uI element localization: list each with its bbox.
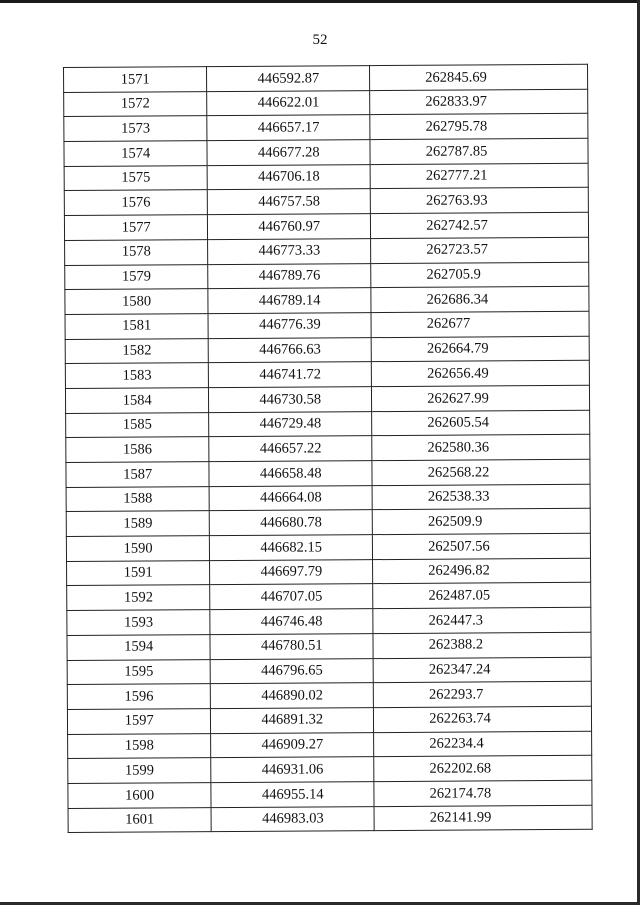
- table-row: [67, 583, 591, 611]
- y-coordinate-cell: 262845.69: [370, 64, 588, 90]
- x-coordinate-cell: 446789.14: [208, 288, 371, 314]
- table-row: [65, 385, 589, 413]
- table-row: [68, 731, 592, 759]
- table-row: [67, 681, 591, 709]
- x-coordinate-cell: 446707.05: [210, 584, 373, 610]
- table-row: [66, 509, 590, 537]
- table-row: [64, 138, 588, 166]
- y-coordinate-cell: 262686.34: [371, 286, 589, 312]
- table-row: [64, 64, 588, 92]
- table-row: [64, 114, 588, 142]
- coordinates-table: [63, 64, 593, 834]
- table-row: [64, 212, 588, 240]
- y-coordinate-cell: 262580.36: [372, 435, 590, 461]
- point-number-cell: 1580: [65, 289, 209, 315]
- x-coordinate-cell: 446592.87: [207, 66, 370, 92]
- x-coordinate-cell: 446657.17: [207, 115, 370, 141]
- table-row: [66, 533, 590, 561]
- table-row: [67, 558, 591, 586]
- table-body: [64, 64, 593, 832]
- scan-edge-top: [0, 0, 640, 3]
- x-coordinate-cell: 446729.48: [209, 411, 372, 437]
- point-number-cell: 1597: [67, 708, 211, 734]
- y-coordinate-cell: 262627.99: [372, 385, 590, 411]
- y-coordinate-cell: 262293.7: [373, 681, 591, 707]
- x-coordinate-cell: 446664.08: [209, 485, 372, 511]
- x-coordinate-cell: 446657.22: [209, 436, 372, 462]
- x-coordinate-cell: 446891.32: [211, 707, 374, 733]
- point-number-cell: 1576: [64, 190, 208, 216]
- y-coordinate-cell: 262509.9: [372, 509, 590, 535]
- y-coordinate-cell: 262742.57: [371, 212, 589, 238]
- point-number-cell: 1590: [66, 536, 210, 562]
- table-row: [68, 780, 592, 808]
- y-coordinate-cell: 262677: [371, 311, 589, 337]
- x-coordinate-cell: 446760.97: [208, 214, 371, 240]
- table-row: [66, 484, 590, 512]
- x-coordinate-cell: 446757.58: [208, 189, 371, 215]
- point-number-cell: 1578: [65, 239, 209, 265]
- table-row: [67, 632, 591, 660]
- x-coordinate-cell: 446658.48: [209, 461, 372, 487]
- table-row: [68, 756, 592, 784]
- point-number-cell: 1591: [67, 560, 211, 586]
- point-number-cell: 1577: [64, 215, 208, 241]
- x-coordinate-cell: 446983.03: [211, 806, 374, 832]
- y-coordinate-cell: 262202.68: [374, 756, 592, 782]
- x-coordinate-cell: 446730.58: [209, 387, 372, 413]
- point-number-cell: 1581: [65, 313, 209, 339]
- table-row: [64, 89, 588, 117]
- point-number-cell: 1572: [64, 91, 208, 117]
- y-coordinate-cell: 262447.3: [373, 607, 591, 633]
- point-number-cell: 1588: [66, 486, 210, 512]
- table-row: [66, 435, 590, 463]
- table-row: [64, 188, 588, 216]
- x-coordinate-cell: 446789.76: [208, 263, 371, 289]
- point-number-cell: 1587: [66, 462, 210, 488]
- y-coordinate-cell: 262656.49: [371, 361, 589, 387]
- point-number-cell: 1575: [64, 165, 208, 191]
- y-coordinate-cell: 262538.33: [372, 484, 590, 510]
- y-coordinate-cell: 262347.24: [373, 657, 591, 683]
- point-number-cell: 1582: [65, 338, 209, 364]
- point-number-cell: 1584: [65, 388, 209, 414]
- table-row: [67, 657, 591, 685]
- y-coordinate-cell: 262787.85: [370, 138, 588, 164]
- x-coordinate-cell: 446776.39: [208, 312, 371, 338]
- y-coordinate-cell: 262507.56: [373, 533, 591, 559]
- point-number-cell: 1596: [67, 684, 211, 710]
- x-coordinate-cell: 446773.33: [208, 238, 371, 264]
- table-row: [65, 311, 589, 339]
- point-number-cell: 1579: [65, 264, 209, 290]
- point-number-cell: 1595: [67, 659, 211, 685]
- point-number-cell: 1594: [67, 634, 211, 660]
- table-row: [67, 706, 591, 734]
- point-number-cell: 1592: [67, 585, 211, 611]
- y-coordinate-cell: 262833.97: [370, 89, 588, 115]
- table-row: [65, 262, 589, 290]
- y-coordinate-cell: 262705.9: [371, 262, 589, 288]
- x-coordinate-cell: 446677.28: [207, 140, 370, 166]
- y-coordinate-cell: 262141.99: [374, 805, 592, 831]
- x-coordinate-cell: 446909.27: [211, 732, 374, 758]
- y-coordinate-cell: 262487.05: [373, 583, 591, 609]
- point-number-cell: 1593: [67, 610, 211, 636]
- table-row: [66, 410, 590, 438]
- y-coordinate-cell: 262263.74: [374, 706, 592, 732]
- point-number-cell: 1599: [68, 758, 212, 784]
- point-number-cell: 1589: [66, 511, 210, 537]
- table-row: [65, 336, 589, 364]
- x-coordinate-cell: 446697.79: [210, 559, 373, 585]
- point-number-cell: 1573: [64, 116, 208, 142]
- table-row: [67, 607, 591, 635]
- table-row: [64, 163, 588, 191]
- x-coordinate-cell: 446622.01: [207, 90, 370, 116]
- y-coordinate-cell: 262723.57: [371, 237, 589, 263]
- page-number: 52: [312, 32, 328, 48]
- y-coordinate-cell: 262664.79: [371, 336, 589, 362]
- y-coordinate-cell: 262605.54: [372, 410, 590, 436]
- table-row: [65, 361, 589, 389]
- x-coordinate-cell: 446890.02: [211, 683, 374, 709]
- point-number-cell: 1574: [64, 141, 208, 167]
- table-row: [65, 237, 589, 265]
- x-coordinate-cell: 446680.78: [210, 510, 373, 536]
- y-coordinate-cell: 262234.4: [374, 731, 592, 757]
- x-coordinate-cell: 446766.63: [209, 337, 372, 363]
- x-coordinate-cell: 446706.18: [207, 164, 370, 190]
- y-coordinate-cell: 262763.93: [370, 188, 588, 214]
- y-coordinate-cell: 262496.82: [373, 558, 591, 584]
- y-coordinate-cell: 262388.2: [373, 632, 591, 658]
- y-coordinate-cell: 262795.78: [370, 114, 588, 140]
- point-number-cell: 1600: [68, 783, 212, 809]
- point-number-cell: 1571: [64, 67, 208, 93]
- x-coordinate-cell: 446796.65: [211, 658, 374, 684]
- x-coordinate-cell: 446931.06: [211, 757, 374, 783]
- x-coordinate-cell: 446741.72: [209, 362, 372, 388]
- table-row: [66, 459, 590, 487]
- x-coordinate-cell: 446746.48: [210, 609, 373, 635]
- x-coordinate-cell: 446955.14: [211, 782, 374, 808]
- point-number-cell: 1601: [68, 807, 212, 833]
- table-row: [68, 805, 592, 833]
- point-number-cell: 1585: [66, 412, 210, 438]
- point-number-cell: 1598: [68, 733, 212, 759]
- y-coordinate-cell: 262174.78: [374, 780, 592, 806]
- table-row: [65, 286, 589, 314]
- point-number-cell: 1583: [65, 363, 209, 389]
- y-coordinate-cell: 262568.22: [372, 459, 590, 485]
- point-number-cell: 1586: [66, 437, 210, 463]
- x-coordinate-cell: 446780.51: [210, 633, 373, 659]
- x-coordinate-cell: 446682.15: [210, 535, 373, 561]
- y-coordinate-cell: 262777.21: [370, 163, 588, 189]
